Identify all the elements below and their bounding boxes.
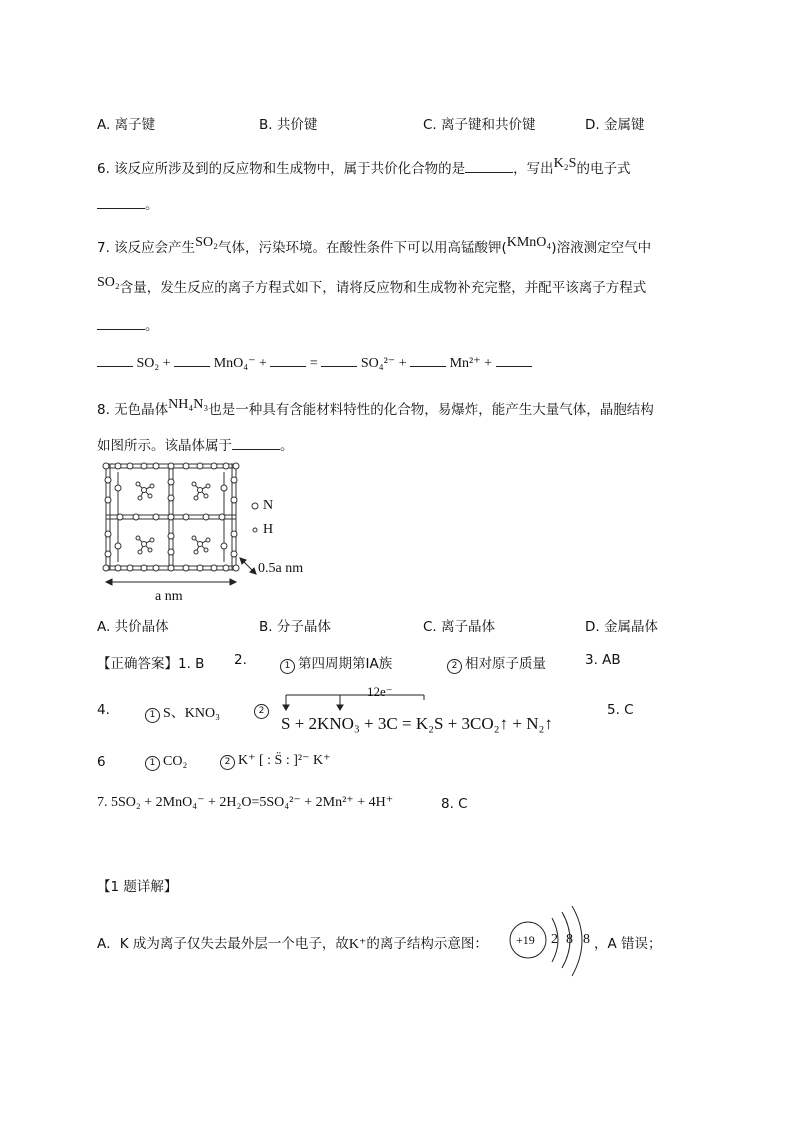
- a4-equation: S + 2KNO₃ + 3C = K₂S + 3CO₂↑ + N₂↑: [281, 714, 553, 733]
- circled-1-icon: 1: [145, 708, 160, 723]
- a5: 5. C: [607, 702, 634, 718]
- q7-text-b: 气体，污染环境。在酸性条件下可以用高锰酸钾(: [217, 240, 507, 256]
- answers-label: 【正确答案】1. B: [97, 656, 205, 672]
- eq-mn: Mn²⁺ +: [449, 356, 493, 371]
- q6-line: [97, 157, 630, 178]
- electron-transfer-bracket: [280, 692, 430, 712]
- q8-text-a: 8. 无色晶体: [97, 402, 169, 418]
- q7-so2: SO₂: [195, 235, 218, 250]
- detail-text-b: 的离子结构示意图：: [366, 936, 488, 952]
- q6-text-a: 6. 该反应所涉及到的反应物和生成物中，属于共价化合物的是: [97, 161, 466, 177]
- a4-num: 4.: [97, 702, 110, 718]
- a2-part-1: 1 第四周期第ⅠA族: [280, 652, 392, 674]
- a2-num: 2.: [234, 652, 247, 668]
- q6-blank-2[interactable]: [97, 194, 145, 209]
- a8: 8. C: [441, 796, 468, 812]
- a6-part-1: 1 CO₂: [145, 754, 187, 771]
- q7-kmno4: KMnO₄: [506, 235, 552, 250]
- legend-h-label: H: [263, 522, 274, 537]
- q6-text-b: ，写出: [513, 161, 554, 177]
- dim-a-label: a nm: [155, 589, 183, 604]
- legend: [252, 503, 258, 532]
- q8-text-b: 也是一种具有含能材料特性的化合物，易爆炸，能产生大量气体，晶胞结构: [208, 402, 654, 418]
- dim-b-label: 0.5a nm: [258, 561, 304, 576]
- eq-blank-2[interactable]: [174, 352, 210, 367]
- a2-part-2: 2 相对原子质量: [447, 652, 546, 674]
- q8-text-d: 。: [280, 438, 294, 454]
- a4-part-2-marker: [254, 702, 272, 719]
- legend-n-icon: [252, 503, 258, 509]
- detail-text-c: ，A 错误；: [594, 936, 662, 952]
- eq-equals: =: [309, 356, 318, 371]
- q7-line-3: [97, 314, 159, 334]
- shell-1-count: 2: [551, 932, 558, 947]
- eq-mno4: MnO₄⁻ +: [213, 356, 267, 371]
- eq-blank-3[interactable]: [270, 352, 306, 367]
- a7: 7. 5SO₂ + 2MnO₄⁻ + 2H₂O=5SO₄²⁻ + 2Mn²⁺ + 4H⁺: [97, 795, 394, 810]
- eq-so4: SO₄²⁻ +: [360, 356, 407, 371]
- q5-option-c: C. 离子键和共价键: [423, 117, 536, 133]
- q5-option-d: D. 金属键: [585, 117, 645, 133]
- eq-so2: SO₂ +: [136, 356, 171, 371]
- q8-text-c: 如图所示。该晶体属于: [97, 438, 232, 454]
- q7-blank-1[interactable]: [97, 315, 145, 330]
- q6-formula: K₂S: [553, 156, 577, 171]
- q7-text-a: 7. 该反应会产生: [97, 240, 196, 256]
- shell-arc-3: [572, 906, 582, 976]
- detail-title: 【1 题详解】: [97, 879, 178, 895]
- q5-option-b: B. 共价键: [259, 117, 318, 133]
- circled-1-icon: 1: [145, 756, 160, 771]
- dimension-arrows: [106, 558, 256, 585]
- q8-line-2: [97, 434, 294, 454]
- q7-text-c: )溶液测定空气中: [551, 240, 652, 256]
- q5-option-a: A. 离子键: [97, 117, 156, 133]
- a4-part-1: 1 S、KNO₃: [145, 702, 220, 723]
- q6-line-2: [97, 193, 159, 213]
- nh4-ion: [192, 482, 210, 500]
- nh4-ion: [136, 482, 154, 500]
- q6-blank-1[interactable]: [465, 158, 513, 173]
- q6-text-c: 的电子式: [576, 161, 631, 177]
- detail-text-a: A．K 成为离子仅失去最外层一个电子，故: [97, 936, 349, 952]
- a6-num: 6: [97, 754, 106, 770]
- eq-blank-4[interactable]: [321, 352, 357, 367]
- detail-kion: K⁺: [348, 937, 367, 952]
- eq-blank-1[interactable]: [97, 352, 133, 367]
- q7-line-1: [97, 236, 651, 257]
- legend-h-icon: [253, 528, 257, 532]
- a6-part-2: 2 K⁺ [ : S̈ : ]²⁻ K⁺: [220, 752, 330, 770]
- q7-equation: [97, 352, 532, 372]
- circled-2-icon: 2: [220, 755, 235, 770]
- eq-blank-5[interactable]: [410, 352, 446, 367]
- answers-row-1: [97, 652, 204, 672]
- a3: 3. AB: [585, 652, 621, 668]
- q7-so2-2: SO₂: [97, 275, 120, 290]
- q6-text-d: 。: [145, 197, 159, 213]
- q8-option-b: B. 分子晶体: [259, 619, 331, 635]
- crystal-cell-diagram: [96, 458, 356, 606]
- q7-text-d: 含量，发生反应的离子方程式如下，请将反应物和生成物补充完整，并配平该离子方程式: [119, 280, 647, 296]
- n3-atoms: [103, 463, 239, 571]
- q7-line-2: [97, 276, 646, 297]
- nh4-ion: [136, 536, 154, 554]
- q7-text-e: 。: [145, 318, 159, 334]
- detail-line: [97, 932, 488, 953]
- shell-2-count: 8: [566, 932, 573, 947]
- circled-1-icon: 1: [280, 659, 295, 674]
- q8-blank[interactable]: [232, 435, 280, 450]
- shell-3-count: 8: [583, 932, 590, 947]
- q8-formula: NH₄N₃: [168, 397, 209, 412]
- nucleus-label: +19: [516, 933, 535, 947]
- q8-line-1: [97, 398, 654, 419]
- q8-option-a: A. 共价晶体: [97, 619, 169, 635]
- q8-option-c: C. 离子晶体: [423, 619, 496, 635]
- q8-option-d: D. 金属晶体: [585, 619, 658, 635]
- electron-label: 12e⁻: [367, 684, 393, 699]
- nh4-ion: [192, 536, 210, 554]
- circled-2-icon: 2: [254, 704, 269, 719]
- eq-blank-6[interactable]: [496, 352, 532, 367]
- circled-2-icon: 2: [447, 659, 462, 674]
- legend-n-label: N: [263, 498, 274, 513]
